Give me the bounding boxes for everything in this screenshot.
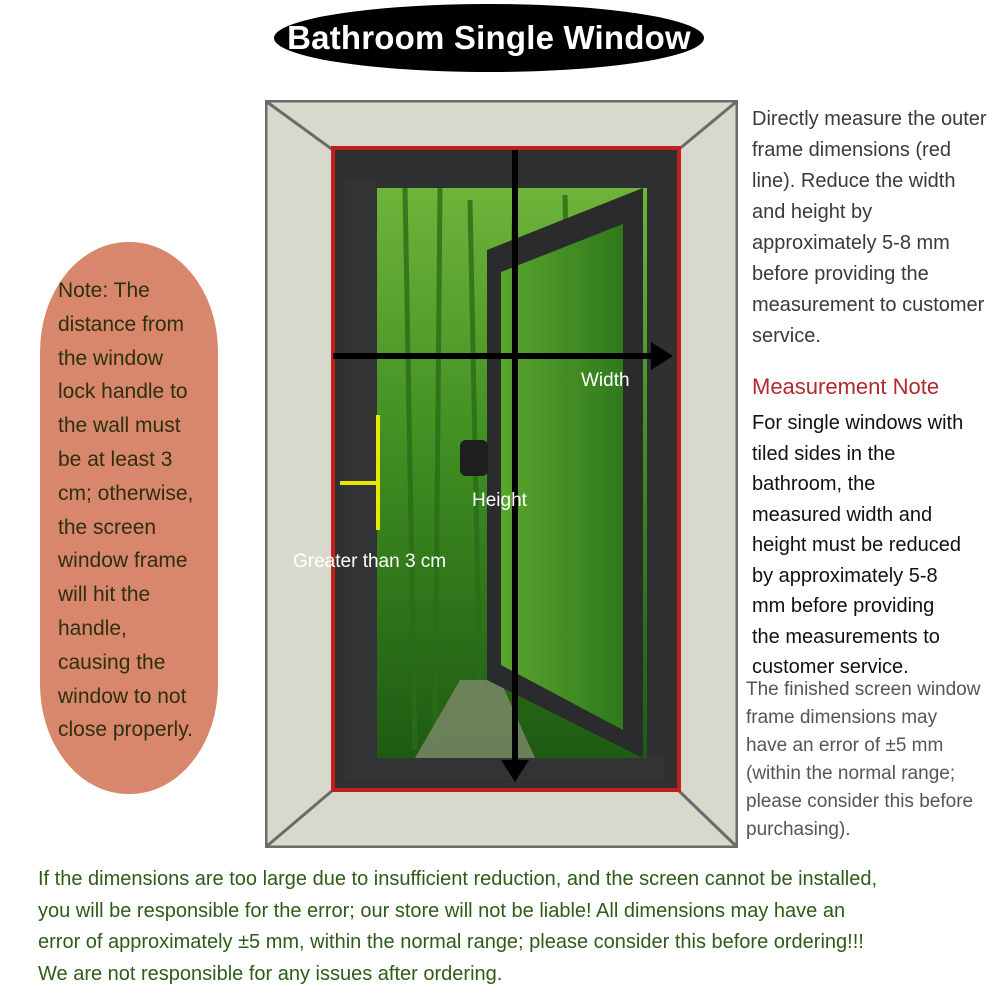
instruction-line: measurement to customer	[752, 294, 985, 316]
note-body-line: height must be reduced	[752, 534, 962, 556]
error-tolerance-note	[746, 676, 1001, 844]
error-line: The finished screen window	[746, 679, 981, 700]
error-line: purchasing).	[746, 819, 851, 840]
measurement-note-title: Measurement Note	[752, 374, 940, 399]
error-line: please consider this before	[746, 791, 974, 812]
note-line: cm; otherwise,	[58, 481, 194, 505]
note-line: handle,	[58, 616, 127, 640]
note-body-line: measured width and	[752, 503, 933, 526]
instruction-line: line). Reduce the width	[752, 170, 956, 192]
note-line: distance from	[58, 312, 185, 336]
note-body-line: customer service.	[752, 656, 909, 678]
note-line: window frame	[58, 549, 188, 573]
error-line: frame dimensions may	[746, 707, 938, 728]
error-line: have an error of ±5 mm	[746, 735, 944, 756]
note-text	[58, 274, 218, 747]
note-body-line: tiled sides in the	[752, 442, 896, 465]
note-body-line: mm before providing	[752, 595, 935, 617]
instruction-line: Directly measure the outer	[752, 108, 987, 130]
error-line: (within the normal range;	[746, 763, 956, 784]
instruction-line: before providing the	[752, 263, 929, 285]
height-label: Height	[472, 490, 527, 511]
disclaimer-line: If the dimensions are too large due to insufficient reduction, and the screen cannot be installed,	[38, 868, 878, 890]
note-line: lock handle to	[58, 380, 188, 404]
liability-disclaimer	[38, 864, 988, 990]
note-line: the window	[58, 346, 164, 370]
width-label: Width	[581, 370, 630, 391]
note-line: Note: The	[58, 279, 150, 302]
measurement-note-body	[752, 408, 997, 683]
note-body-line: bathroom, the	[752, 473, 876, 495]
note-line: close properly.	[58, 718, 194, 742]
disclaimer-line: you will be responsible for the error; our store will not be liable! All dimensions may have an	[38, 899, 846, 922]
frame-side	[345, 180, 377, 780]
measure-instructions	[752, 104, 1001, 352]
instruction-line: service.	[752, 325, 821, 347]
note-body-line: the measurements to	[752, 625, 940, 648]
disclaimer-line: error of approximately ±5 mm, within the normal range; please consider this before ordering!!!	[38, 931, 864, 953]
sash-glass	[501, 224, 623, 730]
window-handle	[460, 440, 488, 476]
instruction-line: and height by	[752, 201, 873, 223]
gap-label: Greater than 3 cm	[293, 551, 447, 572]
note-body-line: by approximately 5-8	[752, 564, 938, 587]
note-line: the screen	[58, 515, 157, 539]
note-line: causing the	[58, 650, 166, 674]
note-line: window to not	[58, 684, 187, 708]
instruction-line: frame dimensions (red	[752, 139, 951, 161]
note-line: will hit the	[58, 583, 151, 607]
note-line: the wall must	[58, 414, 181, 438]
instruction-line: approximately 5-8 mm	[752, 232, 950, 254]
disclaimer-line: We are not responsible for any issues after ordering.	[38, 962, 503, 985]
note-body-line: For single windows with	[752, 412, 964, 434]
note-line: be at least 3	[58, 447, 173, 471]
title-banner	[274, 4, 704, 72]
window-diagram	[265, 100, 738, 848]
page-title: Bathroom Single Window	[287, 19, 691, 56]
